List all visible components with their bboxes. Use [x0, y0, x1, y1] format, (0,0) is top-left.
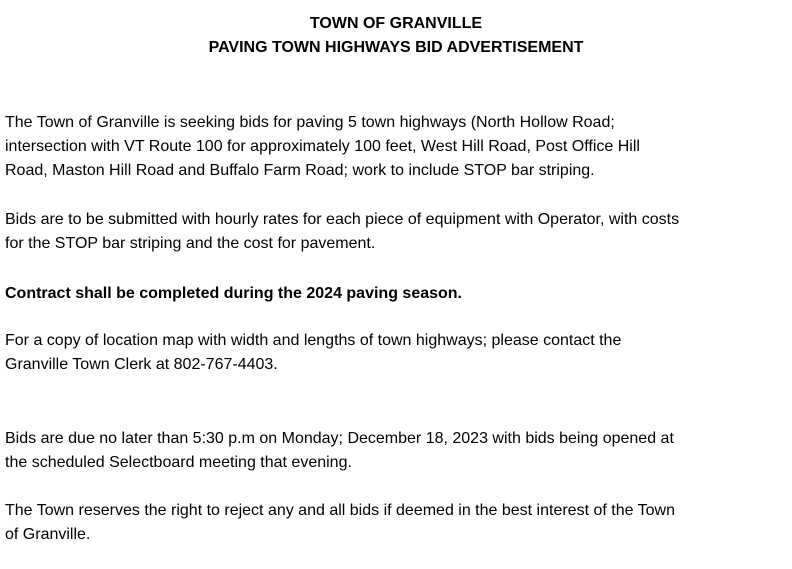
paragraph-intro-line: intersection with VT Route 100 for approximately 100 feet, West Hill Road, Post Office Hill — [5, 138, 640, 155]
paragraph-map-line: For a copy of location map with width and lengths of town highways; please contact the — [5, 332, 622, 349]
paragraph-intro-line: Road, Maston Hill Road and Buffalo Farm Road; work to include STOP bar striping. — [5, 162, 595, 179]
paragraph-intro-line: The Town of Granville is seeking bids for paving 5 town highways (North Hollow Road; — [5, 114, 615, 131]
paragraph-reserve-line: of Granville. — [5, 526, 91, 543]
paragraph-contract-line: Contract shall be completed during the 2024 paving season. — [5, 285, 462, 302]
paragraph-reserve-line: The Town reserves the right to reject any and all bids if deemed in the best interest of the Town — [5, 502, 676, 519]
paragraph-rates-line: Bids are to be submitted with hourly rates for each piece of equipment with Operator, with costs — [5, 211, 680, 228]
paragraph-due-date — [5, 427, 787, 475]
paragraph-map-line: Granville Town Clerk at 802-767-4403. — [5, 356, 278, 373]
paragraph-due-line: Bids are due no later than 5:30 p.m on Monday; December 18, 2023 with bids being opened at — [5, 430, 674, 447]
paragraph-contract-deadline — [5, 282, 787, 306]
paragraph-reservation — [5, 499, 787, 547]
paragraph-map-contact — [5, 329, 787, 377]
paragraph-intro — [5, 111, 787, 183]
paragraph-rates — [5, 208, 787, 256]
document-title-advertisement: PAVING TOWN HIGHWAYS BID ADVERTISEMENT — [208, 39, 584, 56]
document-title-town: TOWN OF GRANVILLE — [309, 15, 483, 32]
paragraph-rates-line: for the STOP bar striping and the cost for pavement. — [5, 235, 376, 252]
paragraph-due-line: the scheduled Selectboard meeting that evening. — [5, 454, 352, 471]
